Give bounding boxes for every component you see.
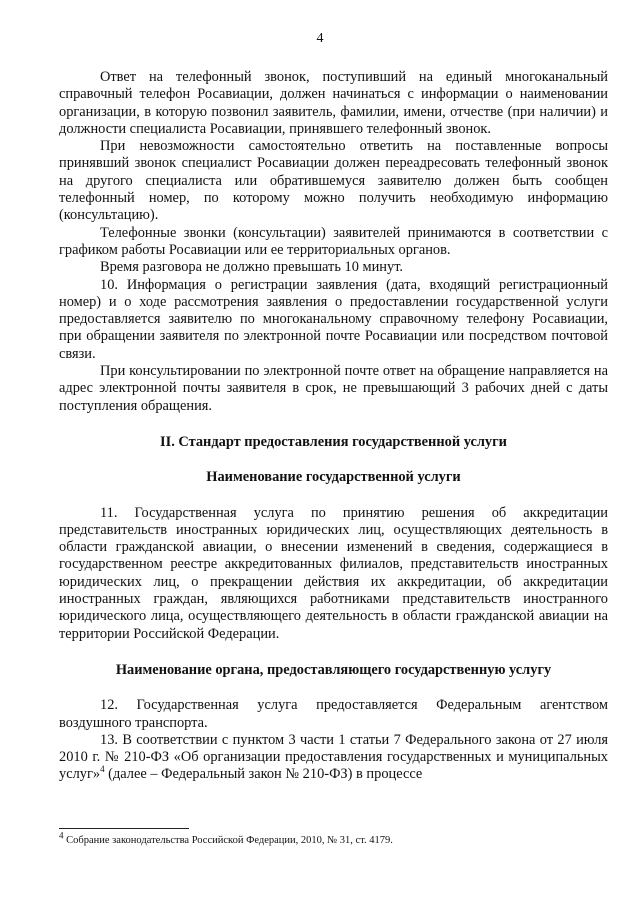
document-body [59,69,608,784]
paragraph-call-schedule: Телефонные звонки (консультации) заявителей принимаются в соответствии с графиком работы Росавиации или ее территориальных органов. [59,224,608,258]
paragraph-10: 10. Информация о регистрации заявления (дата, входящий регистрационный номер) и о ходе рассмотрения заявления о предоставлении государственной услуги предоставляется заявителю по многоканальному справочному телефону Росавиации, при обращении заявителя по электронной почте Росавиации или посредством почтовой связи. [59,276,608,362]
paragraph-email-consulting: При консультировании по электронной почте ответ на обращение направляется на адрес электронной почты заявителя в срок, не превышающий 3 рабочих дней с даты поступления обращения. [59,363,608,414]
paragraph-13-continuation: (далее – Федеральный закон № 210-ФЗ) в процессе [104,766,423,783]
subheading-authority: Наименование органа, предоставляющего государственную услугу [115,661,552,678]
paragraph-call-duration: Время разговора не должно превышать 10 минут. [100,259,404,276]
footnote-text: Собрание законодательства Российской Федерации, 2010, № 31, ст. 4179. [66,835,393,846]
paragraph-call-redirect: При невозможности самостоятельно ответить на поставленные вопросы принявший звонок специалист Росавиации должен переадресовать телефонный звонок на другого специалиста или обратившемуся заявителю должен быть сообщен телефонный номер, по которому можно получить необходимую информацию (консультацию). [59,138,608,224]
paragraph-11: 11. Государственная услуга по принятию решения об аккредитации представительств иностранных юридических лиц, осуществляющих деятельность в области гражданской авиации, о внесении изменений в сведения, содержащиеся в государственном реестре аккредитованных филиалов, представительств иностранных юридических лиц, о прекращении действия их аккредитации, об аккредитации иностранных граждан, являющихся работниками представительств иностранного юридического лица, осуществляющего деятельность в области гражданской авиации на территории Российской Федерации. [59,504,608,642]
section-heading: II. Стандарт предоставления государственной услуги [160,433,507,450]
page-number: 4 [316,31,324,46]
footnote-reference: 4 [100,764,105,775]
subheading-service-name: Наименование государственной услуги [206,469,461,486]
paragraph-13 [59,732,608,784]
footnote-divider [59,828,189,829]
paragraph-13-start: 13. В соответствии с пунктом 3 части 1 статьи 7 Федерального закона от 27 июля 2010 г. № 210-ФЗ «Об организации предоставления государственных и муниципальных услуг» [59,731,608,783]
paragraph-phone-answer: Ответ на телефонный звонок, поступивший на единый многоканальный справочный телефон Росавиации, должен начинаться с информации о наименовании организации, в которую позвонил заявитель, фамилии, имени, отчестве (при наличии) и должности специалиста Росавиации, принявшего телефонный звонок. [59,69,608,137]
footnote-number: 4 [59,830,64,841]
paragraph-12: 12. Государственная услуга предоставляется Федеральным агентством воздушного транспорта. [59,697,608,731]
footnote [59,830,608,847]
